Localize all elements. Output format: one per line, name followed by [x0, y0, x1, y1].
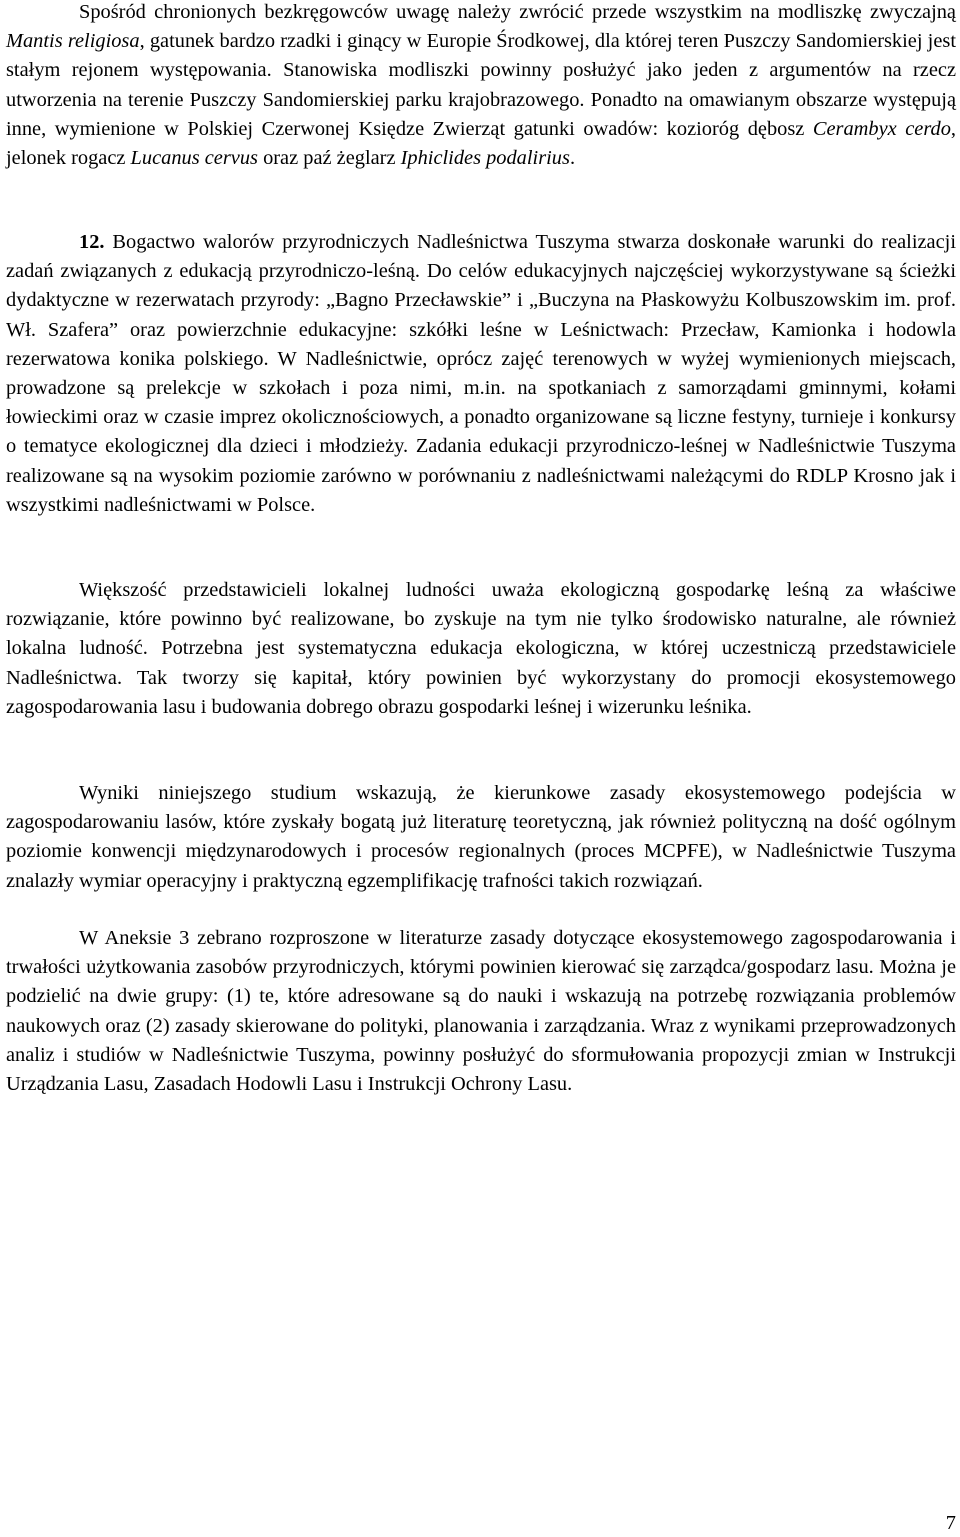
species-name: Cerambyx cerdo [812, 117, 951, 140]
paragraph-protected-invertebrates [6, 0, 956, 173]
text-run: , jelonek rogacz [6, 117, 956, 170]
text-run: , gatunek bardzo rzadki i ginący w Europie Środkowej, dla której teren Puszczy Sandomierskiej jest stałym rejonem występowania. Stanowiska modliszki powinny posłużyć jako jeden z argumentów na rzecz utworzenia na terenie Puszczy Sandomierskiej parku krajobrazowego. Ponadto na omawianym obszarze występują inne, wymienione w Polskiej Czerwonej Księdze Zwierząt gatunki owadów: kozioróg dębosz [6, 30, 956, 140]
paragraph-study-results: Wyniki niniejszego studium wskazują, że kierunkowe zasady ekosystemowego podejścia w zagospodarowaniu lasów, które zyskały bogatą już literaturę teoretyczną, jak również polityczną na dość ogólnym poziomie konwencji międzynarodowych i procesów regionalnych (proces MCPFE), w Nadleśnictwie Tuszyma znalazły wymiar operacyjny i praktyczną egzemplifikację trafności takich rozwiązań. [6, 782, 956, 892]
text-run: oraz paź żeglarz [257, 147, 401, 170]
paragraph-education [6, 228, 956, 520]
document-page [6, 0, 956, 1537]
text-run: Bogactwo walorów przyrodniczych Nadleśnictwa Tuszyma stwarza doskonałe warunki do realizacji zadań związanych z edukacją przyrodniczo-leśną. Do celów edukacyjnych najczęściej wykorzystywane są ścieżki dydaktyczne w rezerwatach przyrody: „Bagno Przecławskie” i „Buczyna na Płaskowyżu Kolbuszowskim im. prof. Wł. Szafera” oraz powierzchnie edukacyjne: szkółki leśne w Leśnictwach: Przecław, Kamionka i hodowla rezerwatowa konika polskiego. W Nadleśnictwie, oprócz zajęć terenowych w wyżej wymienionych miejscach, prowadzone są prelekcje w szkołach i poza nimi, m.in. na spotkaniach z samorządami gminnymi, kołami łowieckimi oraz w czasie imprez okolicznościowych, a ponadto organizowane są liczne festyny, turnieje i konkursy o tematyce ekologicznej dla dzieci i młodzieży. Zadania edukacji przyrodniczo-leśnej w Nadleśnictwie Tuszyma realizowane są na wysokim poziomie zarówno w porównaniu z nadleśnictwami należącymi do RDLP Krosno jak i wszystkimi nadleśnictwami w Polsce. [6, 231, 956, 516]
species-name: Lucanus cervus [130, 147, 258, 170]
species-name: Iphiclides podalirius [400, 147, 570, 170]
paragraph-local-population: Większość przedstawicieli lokalnej ludności uważa ekologiczną gospodarkę leśną za właściwe rozwiązanie, które powinno być realizowane, bo zyskuje na tym nie tylko środowisko naturalne, ale również lokalna ludność. Potrzebna jest systematyczna edukacja ekologiczna, w której uczestniczą przedstawiciele Nadleśnictwa. Tak tworzy się kapitał, który powinien być wykorzystany do promocji ekosystemowego zagospodarowania lasu i budowania dobrego obrazu gospodarki leśnej i wizerunku leśnika. [6, 579, 956, 718]
species-name: Mantis religiosa [6, 30, 140, 53]
text-run: Spośród chronionych bezkręgowców uwagę należy zwrócić przede wszystkim na modliszkę zwyczajną [79, 1, 956, 23]
section-number: 12. [79, 231, 105, 253]
paragraph-annex-3: W Aneksie 3 zebrano rozproszone w literaturze zasady dotyczące ekosystemowego zagospodarowania i trwałości użytkowania zasobów przyrodniczych, którymi powinien kierować się zarządca/gospodarz lasu. Można je podzielić na dwie grupy: (1) te, które adresowane są do nauki i wskazują na potrzebę rozwiązania problemów naukowych oraz (2) zasady skierowane do polityki, planowania i zarządzania. Wraz z wynikami przeprowadzonych analiz i studiów w Nadleśnictwie Tuszyma, powinny posłużyć do sformułowania propozycji zmian w Instrukcji Urządzania Lasu, Zasadach Hodowli Lasu i Instrukcji Ochrony Lasu. [6, 927, 956, 1096]
page-number: 7 [945, 1512, 956, 1534]
text-run: . [569, 147, 576, 170]
